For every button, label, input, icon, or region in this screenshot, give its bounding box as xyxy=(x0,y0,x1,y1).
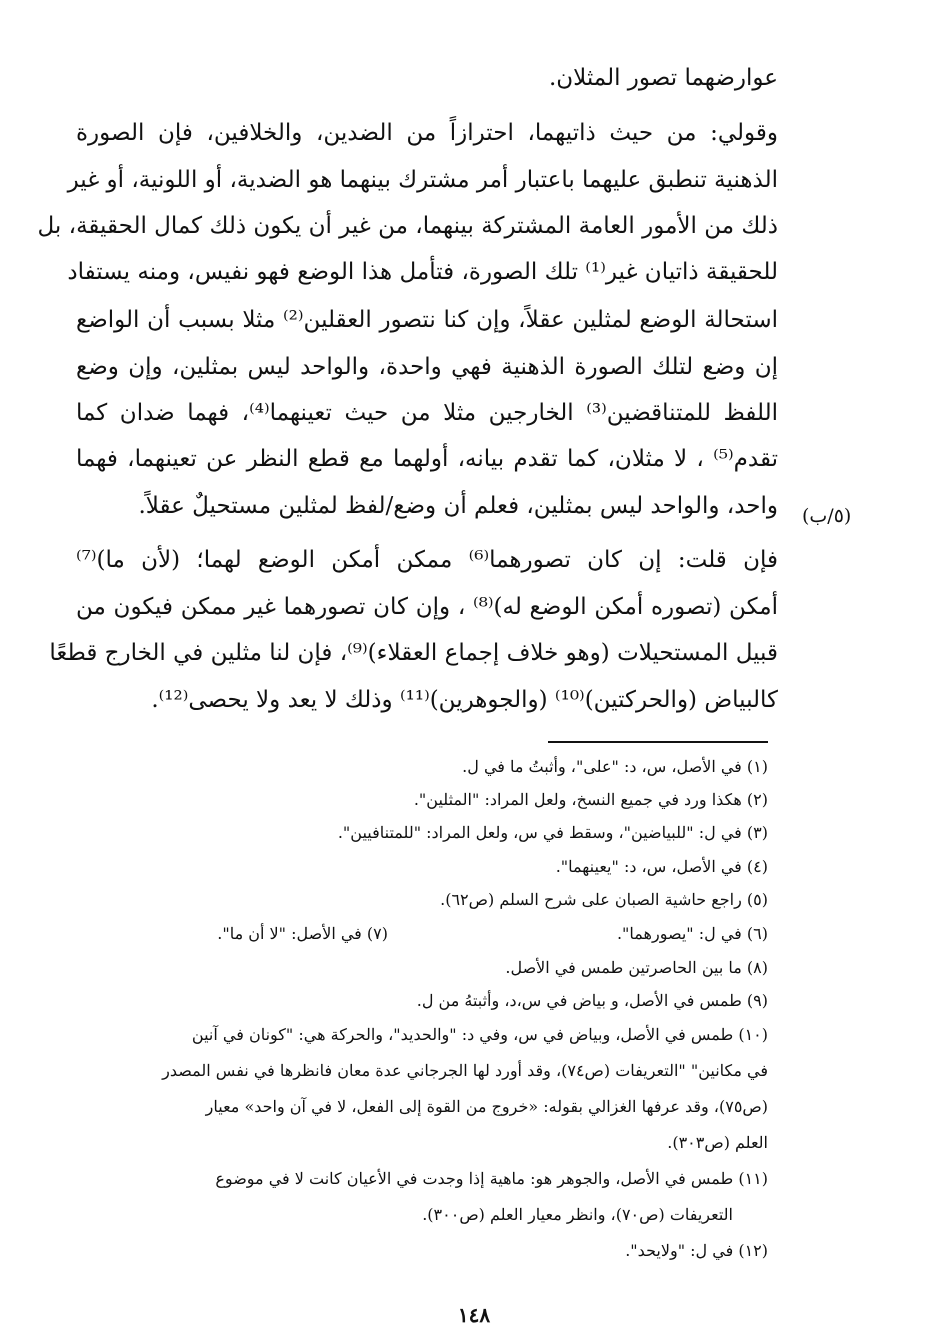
page-number: ١٤٨ xyxy=(457,1303,491,1327)
body-line: عوارضهما تصور المثلان. xyxy=(548,65,778,91)
footnote: (٥) راجع حاشية الصبان على شرح السلم (ص٦٢). xyxy=(440,890,768,909)
footnote: (٤) في الأصل، س، د: "يعينهما". xyxy=(555,857,768,876)
body-line: اللفظ للمتناقضين⁽³⁾ الخارجين مثلا من حيث تعينهما⁽⁴⁾، فهما ضدان كما xyxy=(76,400,779,426)
footnote: (١) في الأصل، س، د: "على"، وأثبتُ ما في ل. xyxy=(462,757,768,776)
footnote: التعريفات (ص٧٠)، وانظر معيار العلم (ص٣٠٠). xyxy=(422,1205,733,1224)
body-line: فإن قلت: إن كان تصورهما⁽⁶⁾ ممكن أمكن الوضع لهما؛ (لأن ما)⁽⁷⁾ xyxy=(76,547,778,573)
footnote: (٧) في الأصل: "لا أن ما". xyxy=(217,924,388,943)
body-line: الذهنية تنطبق عليهما باعتبار أمر مشترك بينهما هو الضدية، أو اللونية، أو غير xyxy=(67,167,778,193)
folio-margin-note: (٥/ب) xyxy=(802,505,852,527)
body-line: إن وضع لتلك الصورة الذهنية فهي واحدة، والواحد ليس بمثلين، وإن وضع xyxy=(76,354,778,380)
footnote: (ص٧٥)، وقد عرفها الغزالي بقوله: «خروج من القوة إلى الفعل، لا في آن واحد» معيار xyxy=(205,1097,768,1116)
footnote: (٨) ما بين الحاصرتين طمس في الأصل. xyxy=(505,958,768,977)
footnote: (١٠) طمس في الأصل، وبياض في س، وفي د: "والحديد"، والحركة هي: "كونان في آنين xyxy=(191,1025,768,1044)
body-line: وقولي: من حيث ذاتيهما، احترازاً من الضدين، والخلافين، فإن الصورة xyxy=(76,120,778,146)
footnote: العلم (ص٣٠٣). xyxy=(667,1133,768,1152)
footnote: (٩) طمس في الأصل، و بياض في س،د، وأثبتهُ من ل. xyxy=(416,991,768,1010)
footnote: (٦) في ل: "يصورهما". xyxy=(616,924,768,943)
footnote: (١١) طمس في الأصل، والجوهر هو: ماهية إذا وجدت في الأعيان كانت لا في موضوع xyxy=(215,1169,768,1188)
body-line: ذلك من الأمور العامة المشتركة بينهما، من غير أن يكون ذلك كمال الحقيقة، بل xyxy=(37,213,778,239)
body-line: للحقيقة ذاتيان غير⁽¹⁾ تلك الصورة، فتأمل هذا الوضع فهو نفيس، ومنه يستفاد xyxy=(67,259,778,285)
footnote: (٢) هكذا ورد في جميع النسخ، ولعل المراد: "المثلين". xyxy=(413,790,768,809)
footnote-divider xyxy=(548,741,768,743)
body-line: واحد، والواحد ليس بمثلين، فعلم أن وضع/لفظ لمثلين مستحيلٌ عقلاً. xyxy=(138,493,778,519)
footnote: (٣) في ل: "للبياضين"، وسقط في س، ولعل المراد: "للمتنافيين". xyxy=(337,823,768,842)
body-line: كالبياض (والحركتين)⁽¹⁰⁾ (والجوهرين)⁽¹¹⁾ وذلك لا يعد ولا يحصى⁽¹²⁾. xyxy=(151,687,778,713)
body-line: أمكن (تصوره أمكن الوضع له)⁽⁸⁾ ، وإن كان تصورهما غير ممكن فيكون من xyxy=(76,594,778,620)
body-line: تقدم⁽⁵⁾ ، لا مثلان، كما تقدم بيانه، أولهما مع قطع النظر عن تعينهما، فهما xyxy=(76,446,778,472)
footnote: (١٢) في ل: "ولايحد". xyxy=(625,1241,768,1260)
body-line: استحالة الوضع لمثلين عقلاً، وإن كنا نتصور العقلين⁽²⁾ مثلا بسبب أن الواضع xyxy=(76,307,778,333)
footnote: في مكانين" "التعريفات (ص٧٤)، وقد أورد لها الجرجاني عدة معان فانظرها في نفس المصدر xyxy=(162,1061,768,1080)
body-line: قبيل المستحيلات (وهو خلاف إجماع العقلاء)⁽⁹⁾، فإن لنا مثلين في الخارج قطعًا xyxy=(49,640,778,666)
